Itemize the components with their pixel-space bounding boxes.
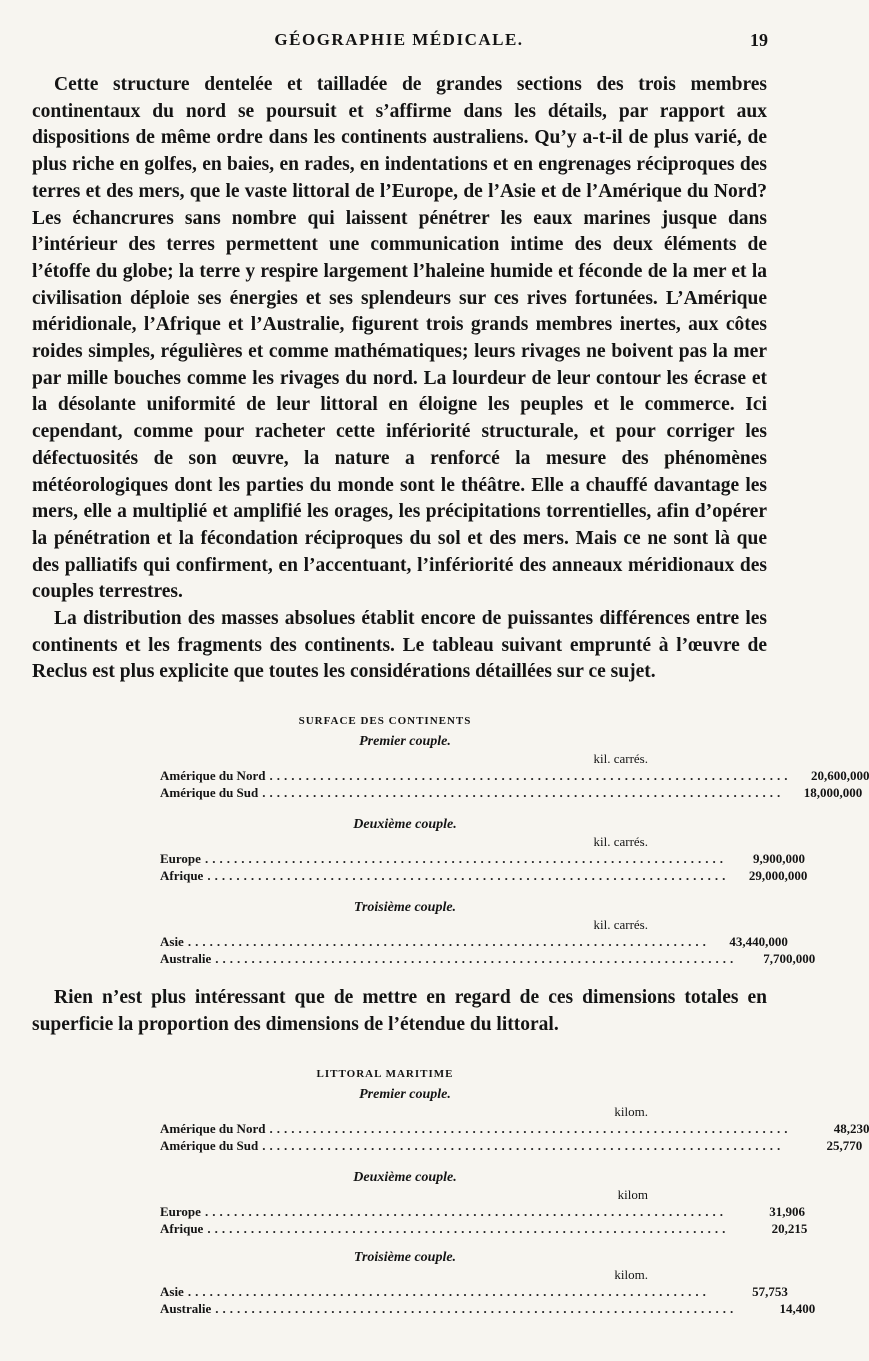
main-text-continued xyxy=(32,984,767,1038)
leader-dots: ........................................................................ xyxy=(204,851,727,866)
table-row xyxy=(160,1137,863,1154)
row-value: 25,770 xyxy=(826,1138,863,1153)
table-row xyxy=(160,867,808,884)
leader-dots: ........................................................................ xyxy=(269,768,792,783)
leader-dots: ........................................................................ xyxy=(262,785,785,800)
leader-dots: ........................................................................ xyxy=(215,951,738,966)
row-label: Asie xyxy=(160,1284,184,1299)
unit-label: kil. carrés. xyxy=(593,834,648,849)
main-text xyxy=(32,72,767,686)
table-row xyxy=(160,767,869,784)
couple-title: Troisième couple. xyxy=(353,1250,457,1265)
couple-title: Deuxième couple. xyxy=(353,817,457,832)
unit-label: kilom xyxy=(617,1187,648,1202)
littoral-table xyxy=(160,1066,869,1317)
row-label: Amérique du Nord xyxy=(160,1121,266,1136)
row-label: Europe xyxy=(160,1204,201,1219)
leader-dots: ........................................................................ xyxy=(207,868,730,883)
table-row xyxy=(160,950,816,967)
row-value: 31,906 xyxy=(769,1204,805,1219)
row-value: 9,900,000 xyxy=(752,851,805,866)
leader-dots: ........................................................................ xyxy=(187,934,710,949)
row-label: Afrique xyxy=(160,1221,204,1236)
unit-label: kil. carrés. xyxy=(593,751,648,766)
row-value: 20,600,000 xyxy=(810,768,869,783)
row-value: 57,753 xyxy=(752,1284,788,1299)
unit-label: kil. carrés. xyxy=(593,917,648,932)
leader-dots: ........................................................................ xyxy=(262,1138,785,1153)
row-label: Amérique du Sud xyxy=(160,785,259,800)
row-label: Australie xyxy=(160,951,212,966)
row-value: 20,215 xyxy=(771,1221,808,1236)
page-number: 19 xyxy=(750,30,768,50)
row-value: 48,230 xyxy=(833,1121,869,1136)
row-label: Afrique xyxy=(160,868,204,883)
couple-title: Premier couple. xyxy=(359,734,451,749)
row-label: Amérique du Nord xyxy=(160,768,266,783)
row-value: 18,000,000 xyxy=(803,785,863,800)
table-row xyxy=(160,784,863,801)
row-value: 7,700,000 xyxy=(763,951,816,966)
couple-title: Deuxième couple. xyxy=(353,1170,457,1185)
paragraph-littoral-intro: Rien n’est plus intéressant que de mettre en regard de ces dimensions totales en superficie la proportion des dimensions de l’étendue du littoral. xyxy=(32,987,767,1035)
couple-title: Troisième couple. xyxy=(353,900,457,915)
table-row xyxy=(160,1283,788,1300)
row-label: Europe xyxy=(160,851,201,866)
unit-label: kilom. xyxy=(614,1267,648,1282)
row-value: 29,000,000 xyxy=(748,868,808,883)
row-label: Asie xyxy=(160,934,184,949)
row-value: 14,400 xyxy=(779,1301,816,1316)
surface-table-title: SURFACE DES CONTINENTS xyxy=(298,715,472,727)
leader-dots: ........................................................................ xyxy=(204,1204,727,1219)
leader-dots: ........................................................................ xyxy=(187,1284,710,1299)
littoral-table-title: LITTORAL MARITIME xyxy=(316,1068,454,1080)
table-row xyxy=(160,850,805,867)
running-title: GÉOGRAPHIE MÉDICALE. xyxy=(274,30,524,49)
leader-dots: ........................................................................ xyxy=(207,1221,730,1236)
leader-dots: ........................................................................ xyxy=(215,1301,738,1316)
paragraph-distribution: La distribution des masses absolues établit encore de puissantes différences entre les continents et les fragments des continents. Le tableau suivant emprunté à l’œuvre de Reclus est plus explicite que toutes les considérations détaillées sur ce sujet. xyxy=(32,608,767,683)
table-row xyxy=(160,933,788,950)
running-header xyxy=(30,30,768,58)
row-label: Amérique du Sud xyxy=(160,1138,259,1153)
row-value: 43,440,000 xyxy=(729,934,788,949)
table-row xyxy=(160,1300,816,1317)
unit-label: kilom. xyxy=(614,1104,648,1119)
row-label: Australie xyxy=(160,1301,212,1316)
couple-title: Premier couple. xyxy=(359,1087,451,1102)
table-row xyxy=(160,1120,869,1137)
leader-dots: ........................................................................ xyxy=(269,1121,792,1136)
table-row xyxy=(160,1203,805,1220)
table-row xyxy=(160,1220,808,1237)
paragraph-structure: Cette structure dentelée et tailladée de grandes sections des trois membres continentaux du nord se poursuit et s’affirme dans les détails, par rapport aux dispositions de même ordre dans les continents australiens. Qu’y a-t-il de plus varié, de plus riche en golfes, en baies, en rades, en indentations et en engrenages réciproques des terres et des mers, que le vaste littoral de l’Europe, de l’Asie et de l’Amérique du Nord? Les échancrures sans nombre qui laissent pénétrer les eaux marines jusque dans l’intérieur des terres permettent une communication intime des deux éléments de l’étoffe du globe; la terre y respire largement l’haleine humide et féconde de la mer et la civilisation déploie ses énergies et ses splendeurs sur ces rives fortunées. L’Amérique méridionale, l’Afrique et l’Australie, figurent trois grands membres inertes, aux côtes roides simples, régulières et comme mathématiques; leurs rivages ne boivent pas la mer par mille bouches comme les rivages du nord. La lourdeur de leur contour les écrase et la désolante uniformité de leur littoral en éloigne les peuples et le commerce. Ici cependant, comme pour racheter cette infériorité structurale, et pour corriger les défectuosités de son œuvre, la nature a renforcé la mesure des phénomènes météorologiques dont les parties du monde sont le théâtre. Elle a chauffé davantage les mers, elle a multiplié et amplifié les orages, les précipitations torrentielles, afin d’opérer la pénétration et la fécondation réciproques du sol et des mers. Mais ce ne sont là que des palliatifs qui confirment, en l’accentuant, l’infériorité des anneaux méridionaux des couples terrestres. xyxy=(32,74,767,603)
surface-table xyxy=(160,713,869,967)
